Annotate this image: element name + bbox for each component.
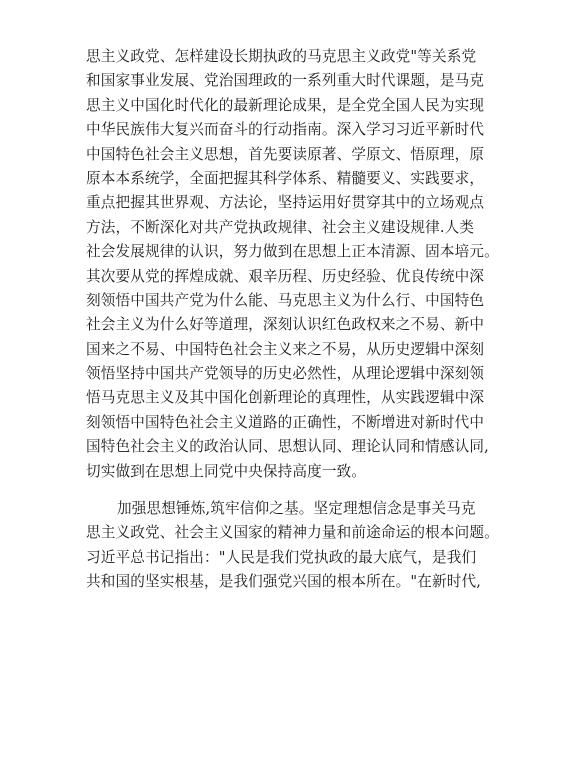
text-line: 国来之不易、中国特色社会主义来之不易，从历史逻辑中深刻 (86, 340, 485, 358)
text-line: 思主义政党、怎样建设长期执政的马克思主义政党"等关系党 (86, 48, 477, 65)
text-line: 国特色社会主义的政治认同、思想认同、理论认同和情感认同, (86, 438, 489, 456)
text-line: 习近平总书记指出："人民是我们党执政的最大底气，是我们 (86, 548, 477, 566)
text-line: 刻领悟中国共产党为什么能、马克思主义为什么行、中国特色 (86, 291, 485, 309)
text-line: 刻领悟中国特色社会主义道路的正确性，不断增进对新时代中 (86, 413, 485, 431)
paragraph-spacer (86, 484, 524, 497)
text-line: 加强思想锤炼,筑牢信仰之基。坚定理想信念是事关马克 (117, 500, 476, 518)
text-line: 社会主义为什么好等道理，深刻认识红色政权来之不易、新中 (86, 316, 485, 334)
text-line: 方法，不断深化对共产党执政规律、社会主义建设规律.人类 (86, 218, 475, 236)
paragraph-2 (86, 497, 524, 595)
text-line: 中华民族伟大复兴而奋斗的行动指南。深入学习习近平新时代 (86, 121, 485, 139)
text-line: 悟马克思主义及其中国化创新理论的真理性，从实践逻辑中深 (86, 389, 485, 407)
text-line: 和国家事业发展、党治国理政的一系列重大时代课题，是马克 (86, 72, 485, 90)
text-line: 原本本系统学，全面把握其科学体系、精髓要义、实践要求， (86, 169, 485, 187)
text-line: 社会发展规律的认识，努力做到在思想上正本清源、固本培元。 (86, 243, 499, 261)
text-line: 领悟坚持中国共产党领导的历史必然性，从理论逻辑中深刻领 (86, 365, 485, 383)
text-line: 中国特色社会主义思想，首先要读原著、学原文、悟原理，原 (86, 145, 485, 163)
paragraph-1 (86, 45, 524, 484)
text-line: 切实做到在思想上同党中央保持高度一致。 (86, 462, 367, 480)
text-line: 重点把握其世界观、方法论，坚持运用好贯穿其中的立场观点 (86, 194, 485, 212)
text-line: 思主义中国化时代化的最新理论成果，是全党全国人民为实现 (86, 96, 485, 114)
text-line: 其次要从党的挥煌成就、艰辛历程、历史经验、优良传统中深 (86, 267, 485, 285)
text-line: 思主义政党、社会主义国家的精神力量和前途命运的根本问题。 (86, 524, 499, 542)
text-line: 共和国的坚实根基，是我们强党兴国的根本所在。"在新时代, (86, 573, 481, 591)
